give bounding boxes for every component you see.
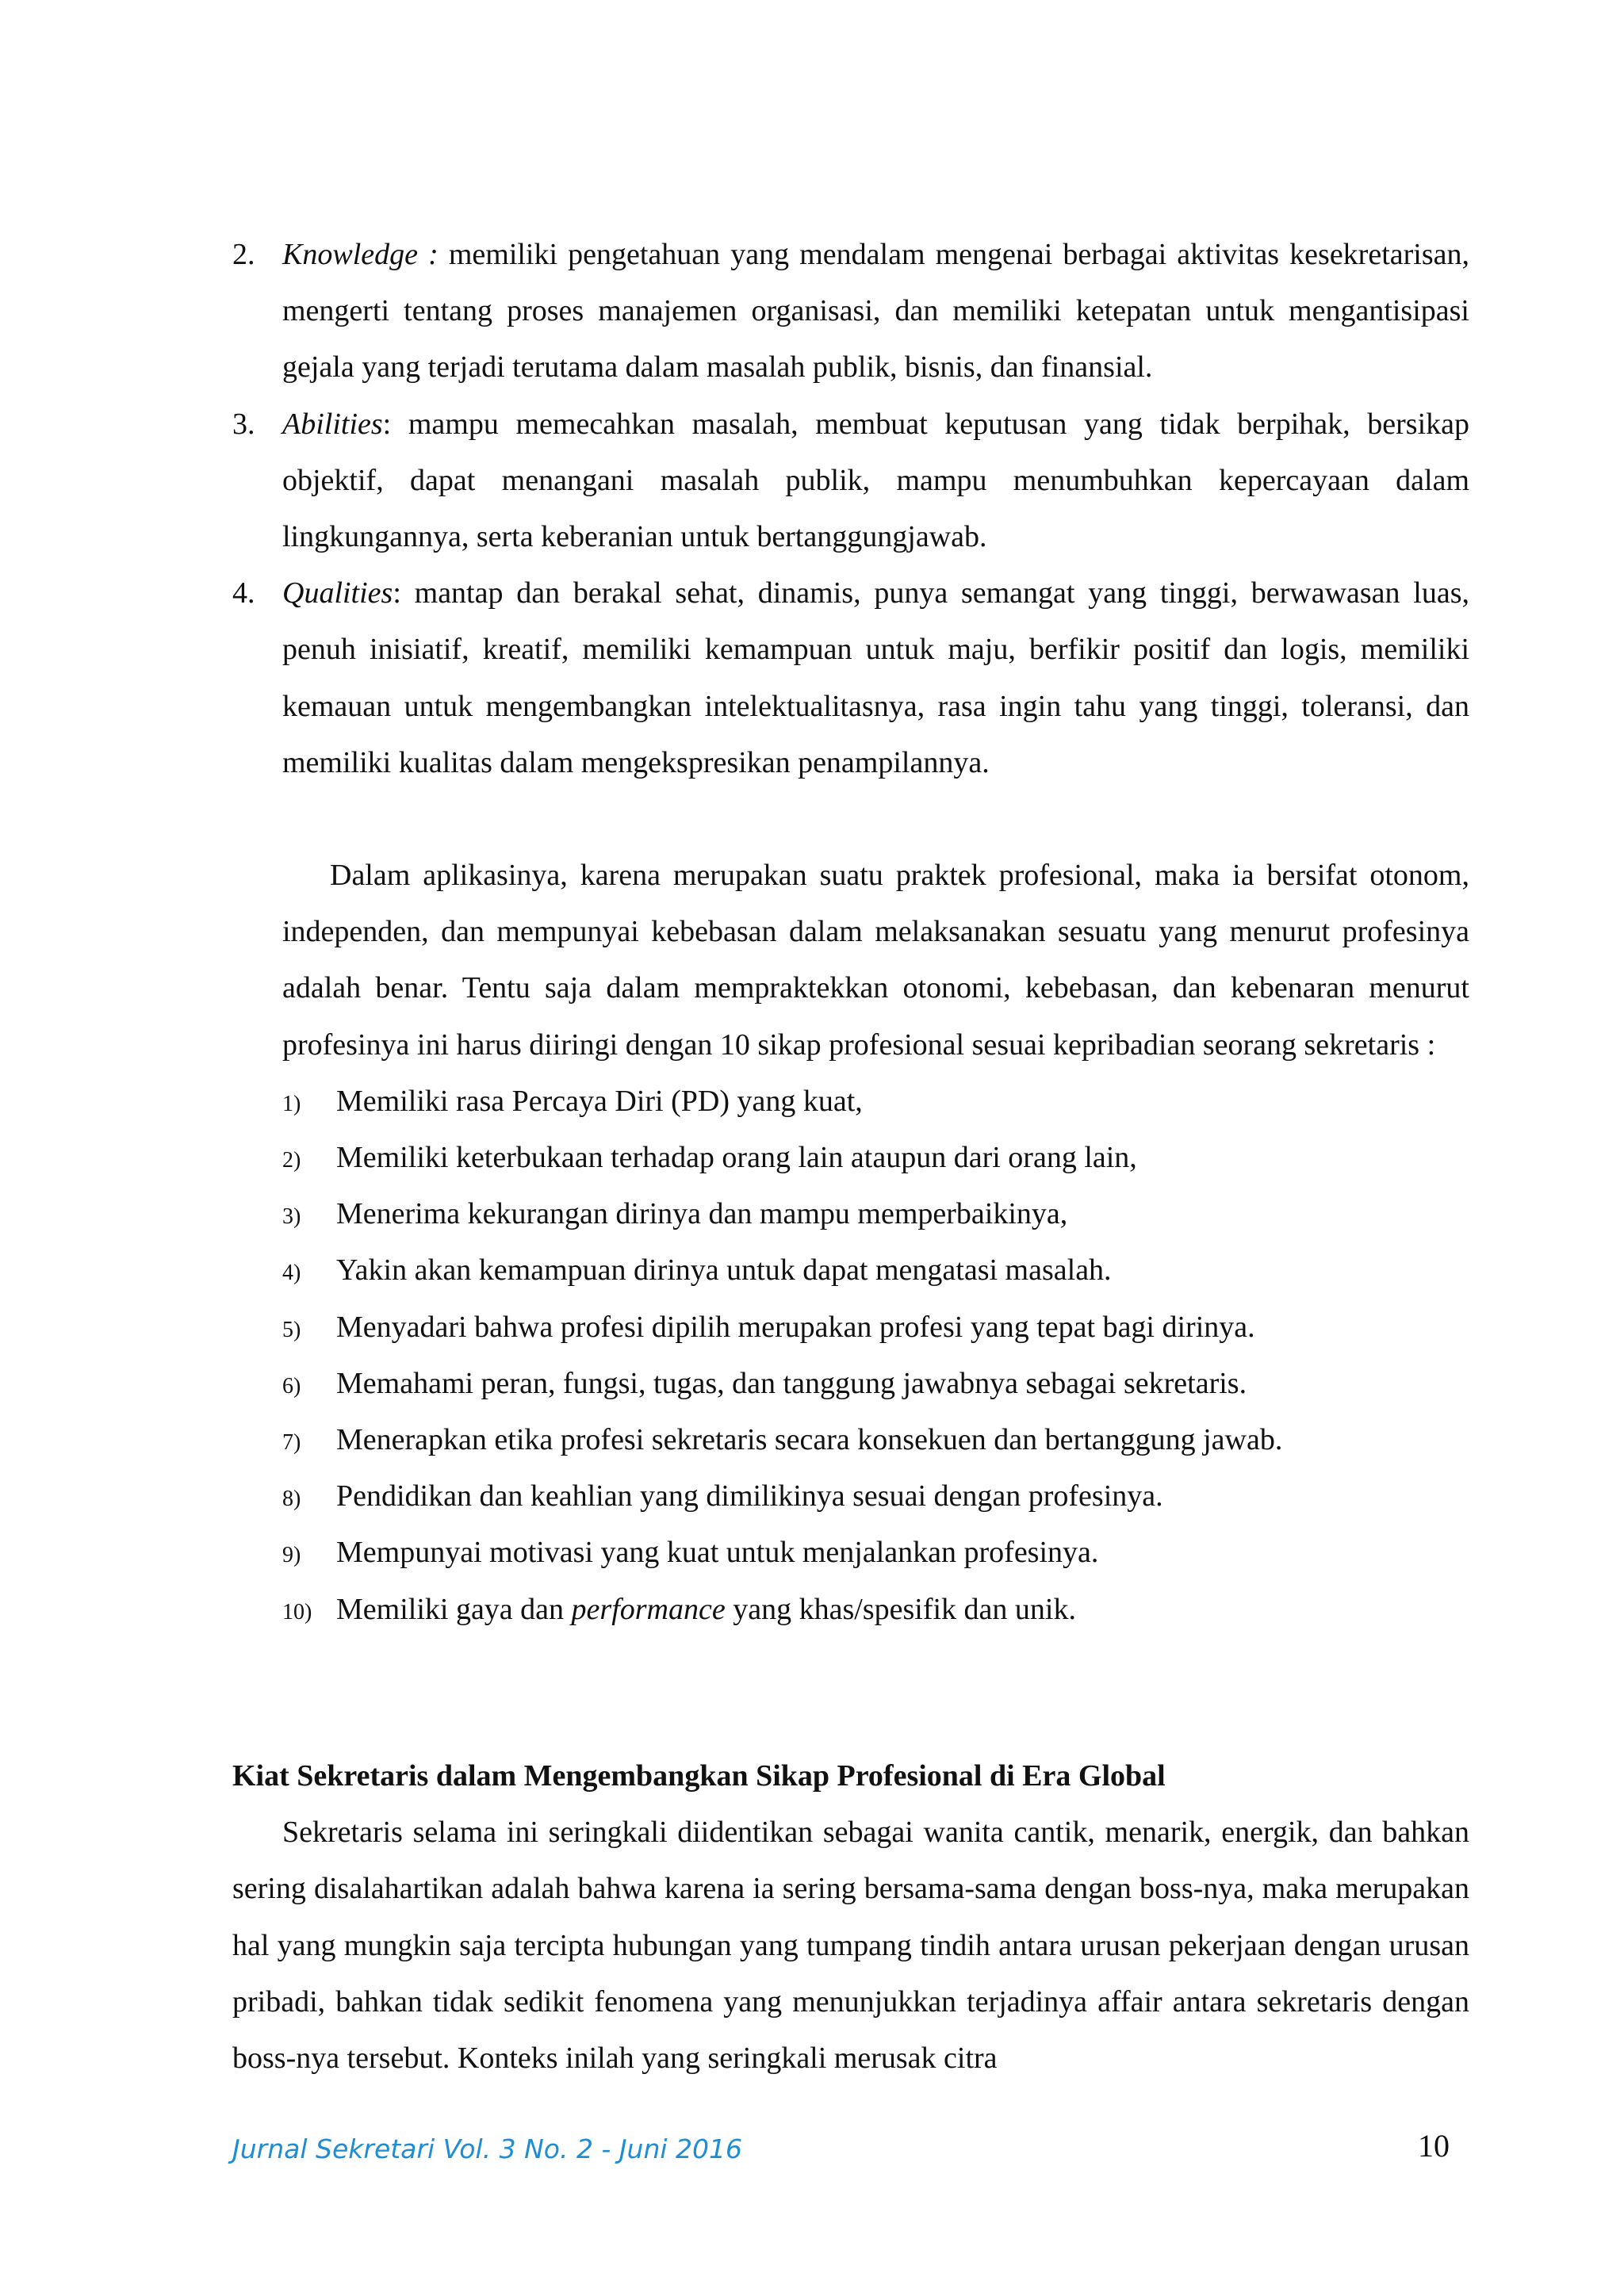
- list-item: [282, 1242, 1469, 1299]
- term-qualities: Qualities: [282, 576, 393, 610]
- list-item-abilities: [232, 396, 1469, 566]
- term-abilities: Abilities: [282, 407, 383, 441]
- list-item: [282, 1412, 1469, 1468]
- list-item-knowledge: [232, 227, 1469, 396]
- section-heading: Kiat Sekretaris dalam Mengembangkan Sikap Profesional di Era Global: [232, 1759, 1166, 1793]
- list-number: 2.: [232, 238, 255, 271]
- list-item-text: Yakin akan kemampuan dirinya untuk dapat mengatasi masalah.: [336, 1253, 1112, 1288]
- list-item-text: Menerima kekurangan dirinya dan mampu memperbaikinya,: [336, 1197, 1068, 1231]
- attitudes-block: [282, 848, 1469, 1638]
- page-footer: [232, 2127, 1450, 2167]
- list-item: [282, 1130, 1469, 1186]
- list-number: 8): [282, 1487, 301, 1512]
- list-item-text: Pendidikan dan keahlian yang dimilikinya sesuai dengan profesinya.: [336, 1479, 1163, 1513]
- list-number: 2): [282, 1148, 301, 1173]
- list-item: [282, 1525, 1469, 1581]
- list-number: 9): [282, 1543, 301, 1568]
- list-number: 3): [282, 1204, 301, 1230]
- list-item-text: Mempunyai motivasi yang kuat untuk menjalankan profesinya.: [336, 1536, 1099, 1570]
- list-item-qualities: [232, 565, 1469, 791]
- list-item: [282, 1299, 1469, 1356]
- intro-paragraph: Dalam aplikasinya, karena merupakan suatu praktek profesional, maka ia bersifat otonom, independen, dan mempunyai kebebasan dalam melaksanakan sesuatu yang menurut profesinya adalah benar. Tentu saja dalam mempraktekkan otonomi, kebebasan, dan kebenaran menurut profesinya ini harus diiringi dengan 10 sikap profesional sesuai kepribadian seorang sekretaris :: [282, 859, 1469, 1062]
- list-number: 10): [282, 1599, 312, 1624]
- list-item: [282, 1468, 1469, 1525]
- list-item-text: : mampu memecahkan masalah, membuat keputusan yang tidak berpihak, bersikap objektif, dapat menangani masalah publik, mampu menumbuhkan kepercayaan dalam lingkungannya, serta keberanian untuk bertanggungjawab.: [282, 407, 1469, 554]
- list-number: 1): [282, 1091, 301, 1116]
- term-knowledge: Knowledge :: [282, 238, 439, 271]
- list-item-text-before: Memiliki gaya dan: [336, 1592, 572, 1626]
- competency-list: [232, 227, 1469, 791]
- list-item: [282, 1073, 1469, 1130]
- list-number: 5): [282, 1317, 301, 1342]
- list-item-text: : mantap dan berakal sehat, dinamis, punya semangat yang tinggi, berwawasan luas, penuh inisiatif, kreatif, memiliki kemampuan untuk maju, berfikir positif dan logis, memiliki kemauan untuk mengembangkan intelektualitasnya, rasa ingin tahu yang tinggi, toleransi, dan memiliki kualitas dalam mengekspresikan penampilannya.: [282, 576, 1469, 779]
- list-item-text-after: yang khas/spesifik dan unik.: [725, 1592, 1076, 1626]
- list-item: [282, 1582, 1469, 1638]
- list-number: 4.: [232, 576, 255, 610]
- list-item-text: Memiliki keterbukaan terhadap orang lain ataupun dari orang lain,: [336, 1141, 1137, 1175]
- italic-term-performance: performance: [571, 1592, 726, 1626]
- list-item-text: Menyadari bahwa profesi dipilih merupakan profesi yang tepat bagi dirinya.: [336, 1310, 1255, 1344]
- section-paragraph: Sekretaris selama ini seringkali diidentikan sebagai wanita cantik, menarik, energik, dan bahkan sering disalahartikan adalah bahwa karena ia sering bersama-sama dengan boss-nya, maka merupakan hal yang mungkin saja tercipta hubungan yang tumpang tindih antara urusan pekerjaan dengan urusan pribadi, bahkan tidak sedikit fenomena yang menunjukkan terjadinya affair antara sekretaris dengan boss-nya tersebut. Konteks inilah yang seringkali merusak citra: [232, 1816, 1469, 2076]
- list-item: [282, 1186, 1469, 1242]
- list-number: 3.: [232, 407, 255, 441]
- list-item-text: memiliki pengetahuan yang mendalam mengenai berbagai aktivitas kesekretarisan, mengerti tentang proses manajemen organisasi, dan memiliki ketepatan untuk mengantisipasi gejala yang terjadi terutama dalam masalah publik, bisnis, dan finansial.: [282, 238, 1469, 385]
- list-item: [282, 1356, 1469, 1412]
- section-kiat-sekretaris: [232, 1748, 1469, 2087]
- list-item-text: Menerapkan etika profesi sekretaris secara konsekuen dan bertanggung jawab.: [336, 1423, 1283, 1457]
- list-number: 7): [282, 1430, 301, 1456]
- page-number: 10: [1418, 2128, 1450, 2164]
- journal-citation: Jurnal Sekretari Vol. 3 No. 2 - Juni 2016: [232, 2133, 743, 2164]
- list-item-text: Memiliki rasa Percaya Diri (PD) yang kuat,: [336, 1084, 863, 1118]
- list-item-text: Memahami peran, fungsi, tugas, dan tanggung jawabnya sebagai sekretaris.: [336, 1366, 1247, 1400]
- list-number: 6): [282, 1373, 301, 1399]
- list-number: 4): [282, 1261, 301, 1286]
- attitude-list: [282, 1073, 1469, 1638]
